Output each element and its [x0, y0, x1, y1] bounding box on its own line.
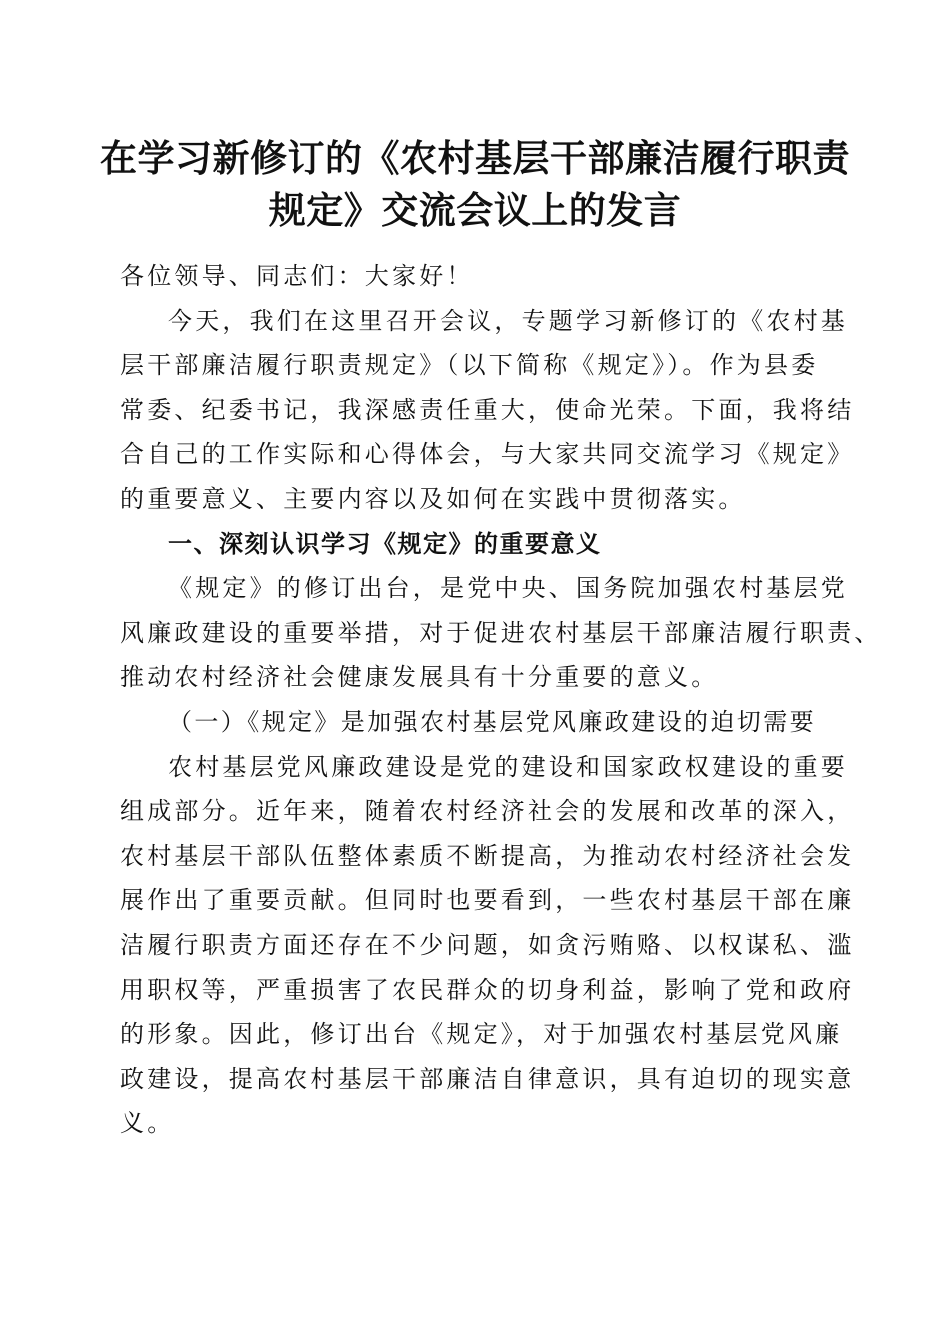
intro-line: 常委、纪委书记，我深感责任重大，使命光荣。下面，我将结	[120, 395, 855, 424]
subsection-heading-1: （一）《规定》是加强农村基层党风廉政建设的迫切需要	[168, 707, 816, 736]
title-line-2: 规定》交流会议上的发言	[268, 188, 682, 232]
paragraph-line: 农村基层党风廉政建设是党的建设和国家政权建设的重要	[168, 752, 848, 781]
title-line-1: 在学习新修订的《农村基层干部廉洁履行职责	[100, 136, 850, 180]
paragraph-line: 义。	[120, 1109, 175, 1138]
intro-line: 的重要意义、主要内容以及如何在实践中贯彻落实。	[120, 484, 746, 513]
paragraph-2	[120, 745, 855, 1146]
document-title	[100, 132, 850, 236]
intro-line: 今天，我们在这里召开会议，专题学习新修订的《农村基	[168, 306, 848, 335]
paragraph-line: 风廉政建设的重要举措，对于促进农村基层干部廉洁履行职责、	[120, 618, 882, 647]
paragraph-line: 《规定》的修订出台，是党中央、国务院加强农村基层党	[168, 574, 848, 603]
paragraph-line: 组成部分。近年来，随着农村经济社会的发展和改革的深入，	[120, 797, 855, 826]
section-heading-1: 一、深刻认识学习《规定》的重要意义	[168, 528, 602, 558]
paragraph-line: 政建设，提高农村基层干部廉洁自律意识，具有迫切的现实意	[120, 1064, 855, 1093]
greeting: 各位领导、同志们：大家好！	[120, 262, 474, 290]
paragraph-line: 展作出了重要贡献。但同时也要看到，一些农村基层干部在廉	[120, 886, 855, 915]
paragraph-line: 的形象。因此，修订出台《规定》，对于加强农村基层党风廉	[120, 1020, 843, 1049]
paragraph-line: 推动农村经济社会健康发展具有十分重要的意义。	[120, 663, 719, 692]
paragraph-1	[120, 566, 882, 700]
document-body	[120, 254, 882, 1146]
paragraph-line: 用职权等，严重损害了农民群众的切身利益，影响了党和政府	[120, 975, 855, 1004]
intro-line: 层干部廉洁履行职责规定》（以下简称《规定》）。作为县委	[120, 351, 819, 380]
intro-paragraph	[120, 299, 855, 522]
paragraph-line: 洁履行职责方面还存在不少问题，如贪污贿赂、以权谋私、滥	[120, 930, 855, 959]
paragraph-line: 农村基层干部队伍整体素质不断提高，为推动农村经济社会发	[120, 841, 855, 870]
intro-line: 合自己的工作实际和心得体会，与大家共同交流学习《规定》	[120, 440, 855, 469]
